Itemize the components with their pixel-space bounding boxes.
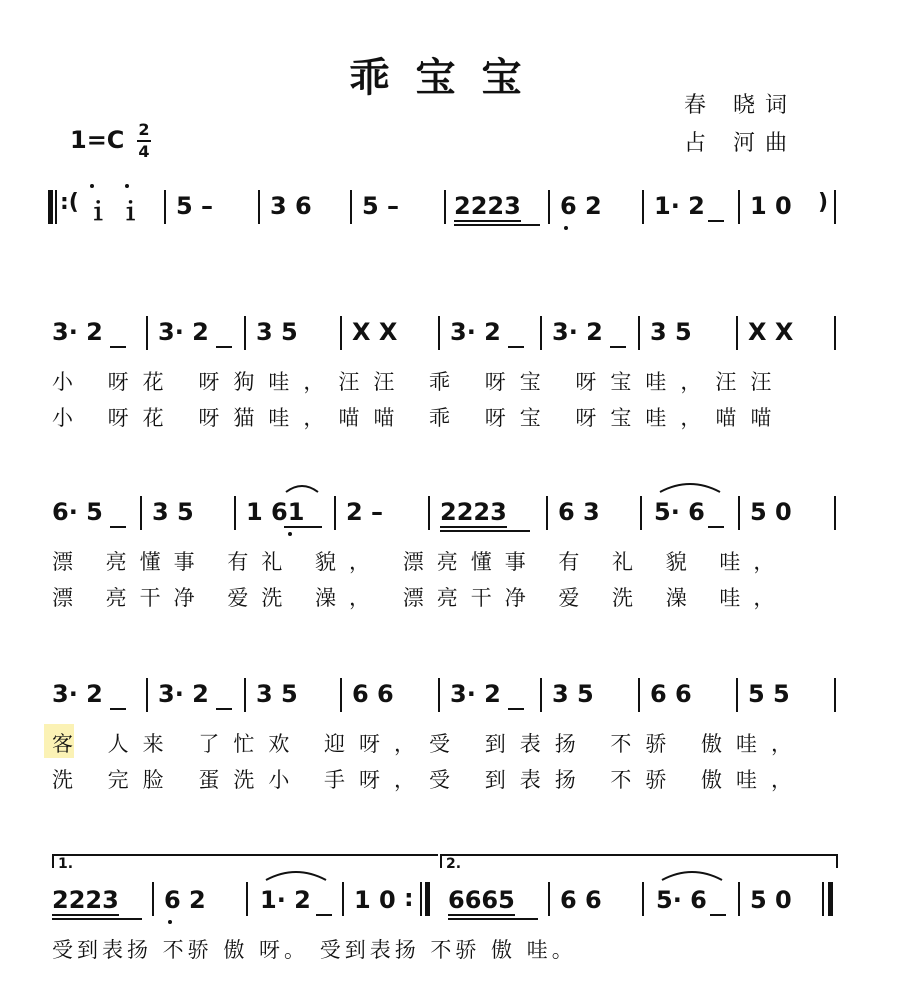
lyrics-ending: 受到表扬 不骄 傲 呀。 受到表扬 不骄 傲 哇。 <box>52 938 577 962</box>
measure-note: 6· 5 <box>52 498 103 526</box>
measure-note: X X <box>748 318 794 346</box>
measure-note: 3· 2 <box>158 680 209 708</box>
time-sig-top: 2 <box>138 120 150 139</box>
measure-note: 1· 2 <box>260 886 311 914</box>
measure-note: 5 – <box>362 192 400 220</box>
measure-note: 6 2 <box>560 192 602 220</box>
key-signature: 1=C <box>70 126 125 154</box>
measure-note: 6 2 <box>164 886 206 914</box>
lyrics-verse-2: 洗 完脸 蛋洗小 手呀，受 到表扬 不骄 傲哇， <box>52 768 807 792</box>
measure-note: 3· 2 <box>450 318 501 346</box>
measure-note: 3· 2 <box>52 680 103 708</box>
lyrics-verse-1: 客 人来 了忙欢 迎呀，受 到表扬 不骄 傲哇， <box>52 732 807 756</box>
lyrics-verse-2: 漂 亮干净 爱洗 澡， 漂亮干净 爱 洗 澡 哇， <box>52 586 788 610</box>
repeat-dots-open-paren: :( <box>60 190 79 215</box>
measure-note: 3 5 <box>256 318 298 346</box>
measure-note: 3 5 <box>152 498 194 526</box>
measure-note: 5 0 <box>750 498 792 526</box>
time-sig-bottom: 4 <box>138 142 150 161</box>
measure-note: X X <box>352 318 398 346</box>
measure-note: 6 6 <box>560 886 602 914</box>
lyricist-credit: 春 晓词 <box>684 93 797 118</box>
lyrics-verse-1: 漂 亮懂事 有礼 貌， 漂亮懂事 有 礼 貌 哇， <box>52 550 788 574</box>
measure-note: 5 5 <box>748 680 790 708</box>
measure-note: 1 61 <box>246 498 305 526</box>
measure-note: 3 5 <box>552 680 594 708</box>
close-paren: ) <box>818 190 829 215</box>
measure-note: 6 6 <box>650 680 692 708</box>
repeat-end-dots: : <box>404 884 414 912</box>
measure-note: 3 5 <box>256 680 298 708</box>
measure-note: 1 0 <box>354 886 396 914</box>
lyrics-verse-2: 小 呀花 呀猫哇，喵喵 乖 呀宝 呀宝哇，喵喵 <box>52 406 786 430</box>
measure-note: 5· 6 <box>656 886 707 914</box>
measure-note: 1· 2 <box>654 192 705 220</box>
measure-note: 3· 2 <box>52 318 103 346</box>
measure-note: 5 – <box>176 192 214 220</box>
measure-note: 3· 2 <box>552 318 603 346</box>
measure-note: 2 – <box>346 498 384 526</box>
measure-note: 2223 <box>440 498 507 526</box>
measure-note: 5· 6 <box>654 498 705 526</box>
measure-note: 1 0 <box>750 192 792 220</box>
measure-note: 3 5 <box>650 318 692 346</box>
measure-note: ｉ ｉ <box>86 198 143 226</box>
first-ending-label: 1. <box>58 856 74 872</box>
measure-note: 6 6 <box>352 680 394 708</box>
composer-credit: 占 河曲 <box>684 131 797 156</box>
measure-note: 3 6 <box>270 192 312 220</box>
song-title: 乖宝宝 <box>349 54 548 101</box>
measure-note: 3· 2 <box>158 318 209 346</box>
measure-note: 2223 <box>454 192 521 220</box>
measure-note: 2223 <box>52 886 119 914</box>
measure-note: 6665 <box>448 886 515 914</box>
measure-note: 5 0 <box>750 886 792 914</box>
measure-note: 3· 2 <box>450 680 501 708</box>
second-ending-label: 2. <box>446 856 462 872</box>
measure-note: 6 3 <box>558 498 600 526</box>
lyrics-verse-1: 小 呀花 呀狗哇，汪汪 乖 呀宝 呀宝哇，汪汪 <box>52 370 786 394</box>
